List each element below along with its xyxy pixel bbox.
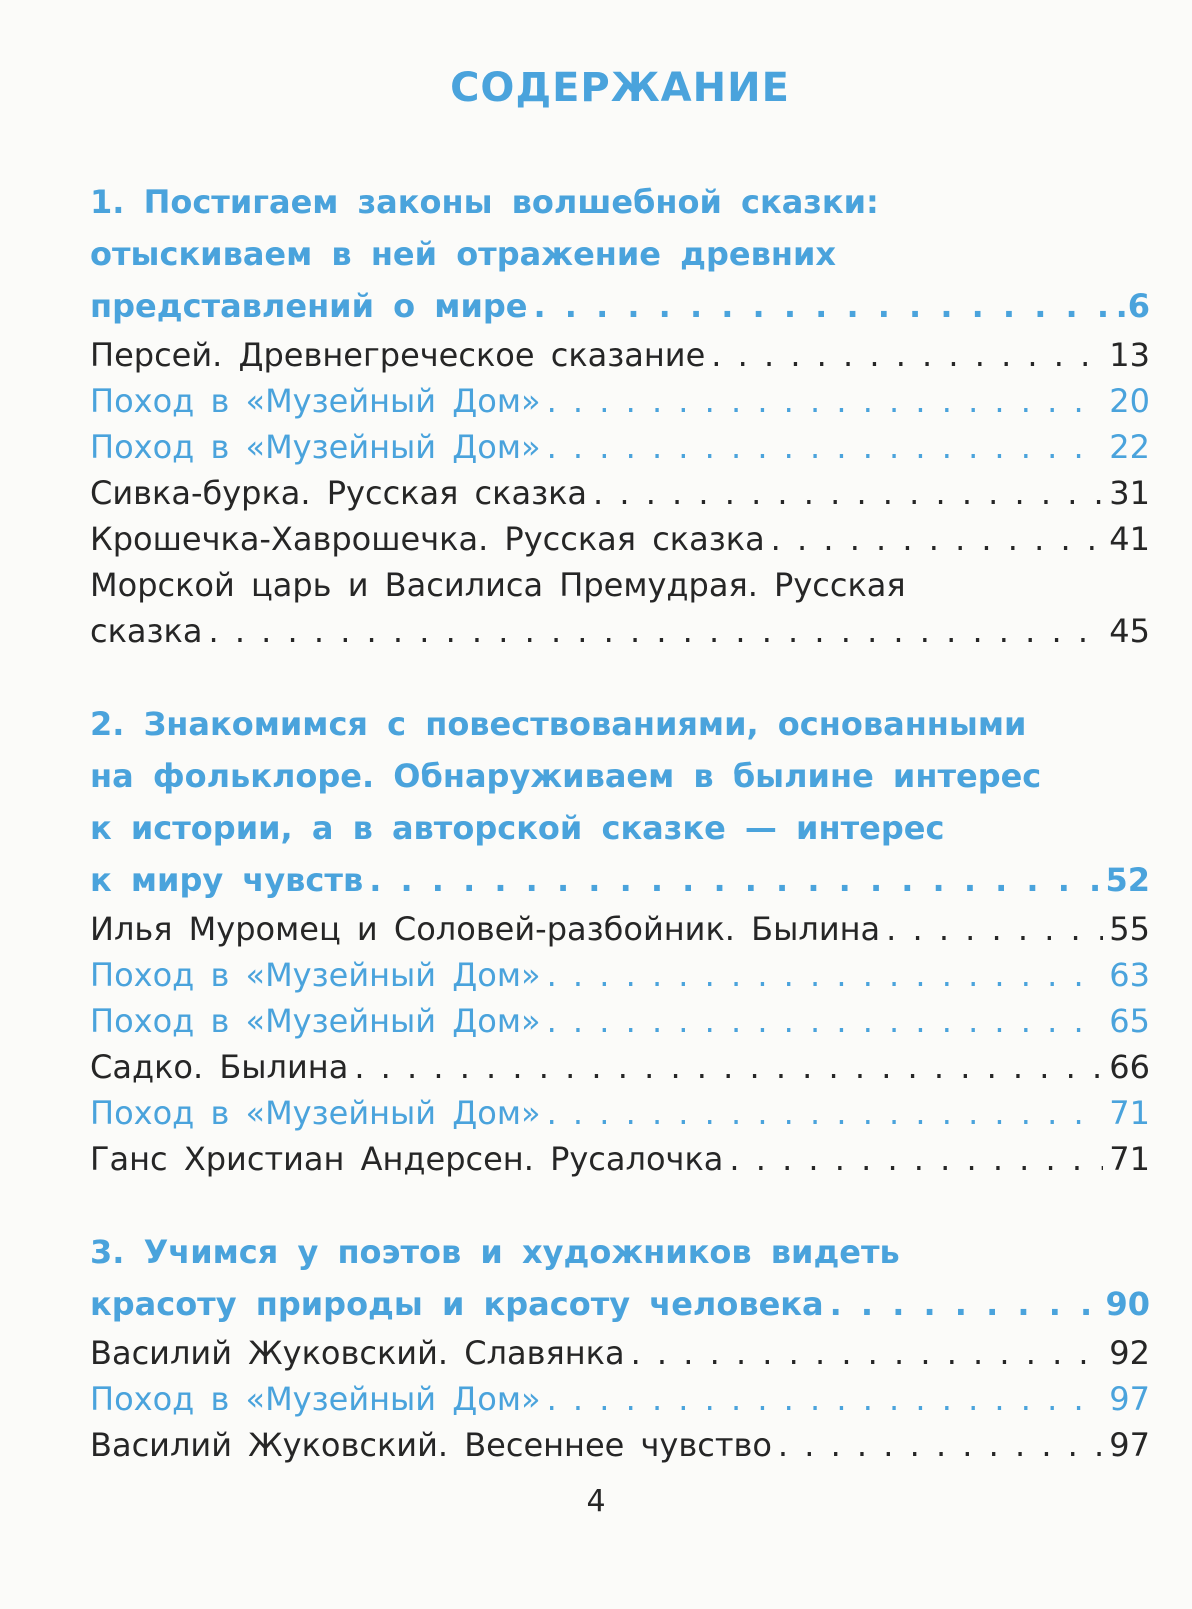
page-number: 71 xyxy=(1109,1094,1150,1132)
entry-title: Сивка-бурка. Русская сказка xyxy=(90,474,588,512)
entry-title: Поход в «Музейный Дом» xyxy=(90,428,541,466)
toc-entry[interactable] xyxy=(90,1044,1150,1090)
heading-line: 2. Знакомимся с повествованиями, основанными xyxy=(90,705,1027,743)
page-number: 31 xyxy=(1109,474,1150,512)
dot-leader xyxy=(778,1422,1103,1468)
toc-entry[interactable] xyxy=(90,952,1150,998)
entry-title: Крошечка-Хаврошечка. Русская сказка xyxy=(90,520,765,558)
page-number: 92 xyxy=(1109,1334,1150,1372)
dot-leader xyxy=(547,1376,1104,1422)
section-3 xyxy=(90,1226,1150,1468)
heading-line: представлений о мире xyxy=(90,287,528,325)
entry-title: Поход в «Музейный Дом» xyxy=(90,1002,541,1040)
dot-leader xyxy=(631,1330,1104,1376)
entry-title: Поход в «Музейный Дом» xyxy=(90,1380,541,1418)
dot-leader xyxy=(729,1136,1103,1182)
dot-leader xyxy=(533,280,1109,332)
toc-entry[interactable] xyxy=(90,906,1150,952)
heading-line: 1. Постигаем законы волшебной сказки: xyxy=(90,183,879,221)
heading-line: к истории, а в авторской сказке — интерес xyxy=(90,809,945,847)
entry-title: Илья Муромец и Соловей-разбойник. Былина xyxy=(90,910,881,948)
heading-last-line xyxy=(90,1278,1150,1330)
toc-entry-multiline[interactable] xyxy=(90,562,1150,654)
dot-leader xyxy=(547,998,1104,1044)
dot-leader xyxy=(886,906,1103,952)
toc-entry[interactable] xyxy=(90,1136,1150,1182)
entry-title: Садко. Былина xyxy=(90,1048,349,1086)
page-number: 97 xyxy=(1109,1426,1150,1464)
dot-leader xyxy=(830,1278,1100,1330)
page-number: 55 xyxy=(1109,910,1150,948)
page-number: 45 xyxy=(1109,612,1150,650)
entry-title: Поход в «Музейный Дом» xyxy=(90,382,541,420)
entry-title: Василий Жуковский. Весеннее чувство xyxy=(90,1426,772,1464)
heading-line: на фольклоре. Обнаруживаем в былине интерес xyxy=(90,757,1042,795)
dot-leader xyxy=(547,378,1104,424)
entry-title: Ганс Христиан Андерсен. Русалочка xyxy=(90,1140,724,1178)
toc-entry[interactable] xyxy=(90,1330,1150,1376)
dot-leader xyxy=(771,516,1104,562)
page-title: СОДЕРЖАНИЕ xyxy=(450,65,790,111)
section-heading[interactable] xyxy=(90,1226,1150,1330)
page-number: 41 xyxy=(1109,520,1150,558)
dot-leader xyxy=(547,1090,1104,1136)
page-number: 90 xyxy=(1105,1285,1150,1323)
toc-entry[interactable] xyxy=(90,516,1150,562)
section-heading[interactable] xyxy=(90,698,1150,906)
heading-line: красоту природы и красоту человека xyxy=(90,1285,824,1323)
heading-last-line xyxy=(90,280,1150,332)
dot-leader xyxy=(547,952,1104,998)
page-number: 63 xyxy=(1109,956,1150,994)
page-number: .6 xyxy=(1115,287,1150,325)
dot-leader xyxy=(354,1044,1103,1090)
toc-entry[interactable] xyxy=(90,378,1150,424)
dot-leader xyxy=(208,608,1103,654)
dot-leader xyxy=(711,332,1103,378)
page-number: 97 xyxy=(1109,1380,1150,1418)
dot-leader xyxy=(547,424,1104,470)
page-number: 52 xyxy=(1105,861,1150,899)
dot-leader xyxy=(369,854,1099,906)
toc-entry[interactable] xyxy=(90,424,1150,470)
section-1 xyxy=(90,176,1150,654)
section-2 xyxy=(90,698,1150,1182)
page-number: 22 xyxy=(1109,428,1150,466)
page-number: 66 xyxy=(1109,1048,1150,1086)
section-heading[interactable] xyxy=(90,176,1150,332)
toc-entry xyxy=(90,608,1150,654)
page-number: 20 xyxy=(1109,382,1150,420)
page-footer-number: 4 xyxy=(586,1484,606,1519)
heading-line: к миру чувств xyxy=(90,861,364,899)
page-number: 71 xyxy=(1109,1140,1150,1178)
dot-leader xyxy=(593,470,1103,516)
page-number: 65 xyxy=(1109,1002,1150,1040)
heading-line: 3. Учимся у поэтов и художников видеть xyxy=(90,1233,900,1271)
entry-title-first-line: Морской царь и Василиса Премудрая. Русская xyxy=(90,566,906,604)
toc-entry[interactable] xyxy=(90,1090,1150,1136)
entry-title: сказка xyxy=(90,612,203,650)
entry-title: Поход в «Музейный Дом» xyxy=(90,1094,541,1132)
toc-entry[interactable] xyxy=(90,1376,1150,1422)
entry-title: Поход в «Музейный Дом» xyxy=(90,956,541,994)
page-number: 13 xyxy=(1109,336,1150,374)
heading-last-line xyxy=(90,854,1150,906)
toc-entry[interactable] xyxy=(90,998,1150,1044)
entry-title: Персей. Древнегреческое сказание xyxy=(90,336,706,374)
toc-entry[interactable] xyxy=(90,470,1150,516)
toc-entry[interactable] xyxy=(90,332,1150,378)
entry-title: Василий Жуковский. Славянка xyxy=(90,1334,625,1372)
heading-line: отыскиваем в ней отражение древних xyxy=(90,235,837,273)
toc-entry[interactable] xyxy=(90,1422,1150,1468)
table-of-contents xyxy=(90,50,1150,1512)
